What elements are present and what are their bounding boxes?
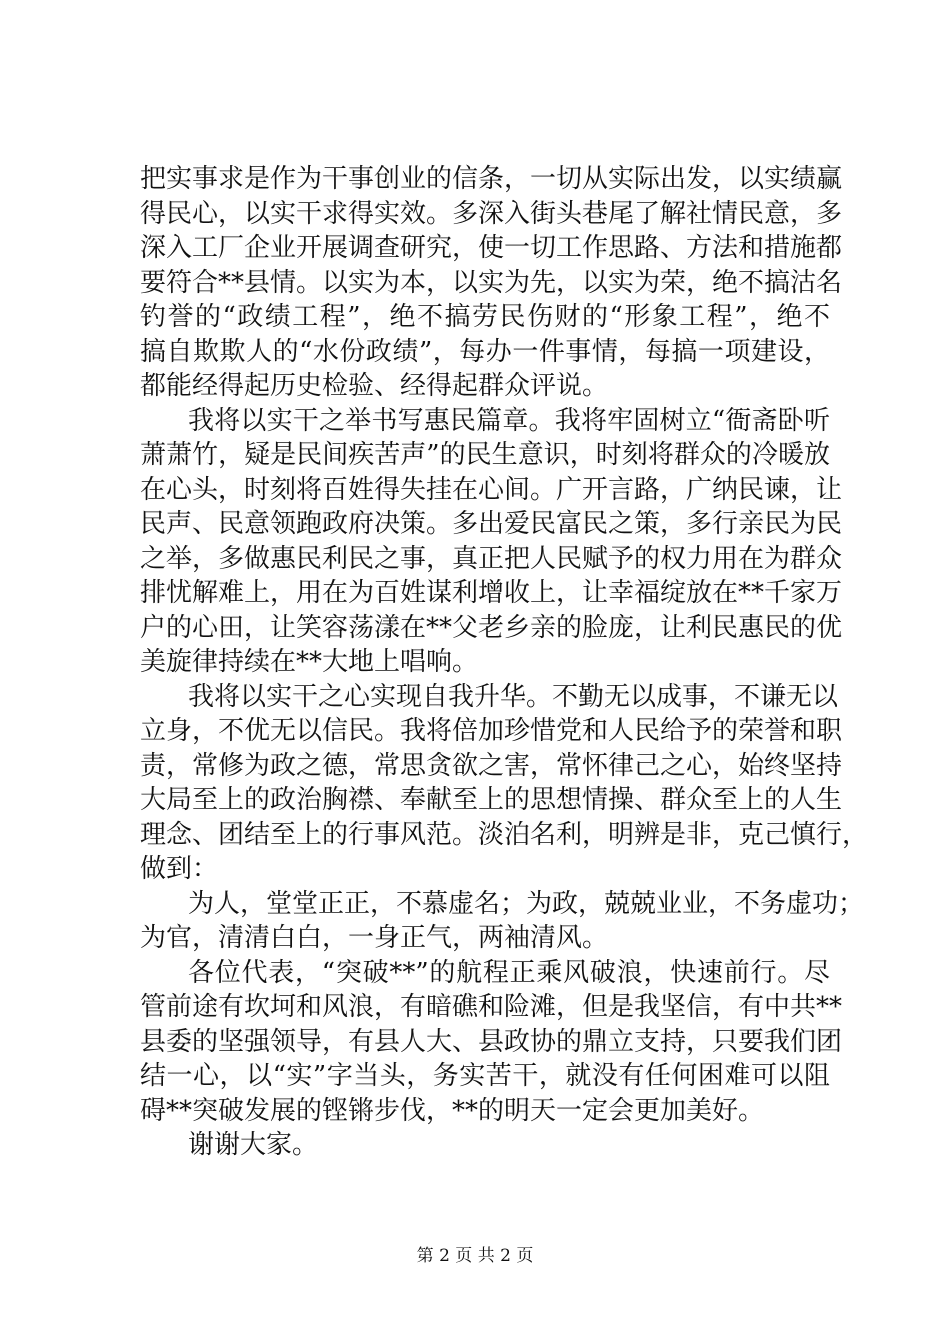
document-body [140,162,869,1163]
text-line: 要符合**县情。以实为本，以实为先，以实为荣，绝不搞沽名 [140,267,843,298]
text-line: 排忧解难上，用在为百姓谋利增收上，让幸福绽放在**千家万 [140,578,843,608]
text-line: 民声、民意领跑政府决策。多出爱民富民之策，多行亲民为民 [140,509,843,539]
text-line: 结一心，以“实”字当头，务实苦干，就没有任何困难可以阻 [140,1061,830,1091]
text-line: 县委的坚强领导，有县人大、县政协的鼎立支持，只要我们团 [140,1026,843,1057]
closing-line: 谢谢大家。 [188,1130,319,1160]
text-line: 户的心田，让笑容荡漾在**父老乡亲的脸庞，让利民惠民的优 [140,612,843,643]
page-number: 第 2 页 共 2 页 [416,1246,534,1266]
paragraph-start-line: 为人，堂堂正正，不慕虚名；为政，兢兢业业，不务虚功； [188,888,865,919]
text-line: 在心头，时刻将百姓得失挂在心间。广开言路，广纳民谏，让 [140,474,843,505]
text-line: 为官，清清白白，一身正气，两袖清风。 [140,923,609,953]
text-line: 深入工厂企业开展调查研究，使一切工作思路、方法和措施都 [140,233,843,263]
text-line: 大局至上的政治胸襟、奉献至上的思想情操、群众至上的人生 [140,785,843,815]
text-line: 美旋律持续在**大地上唱响。 [140,647,479,677]
text-line: 搞自欺欺人的“水份政绩”，每办一件事情，每搞一项建设， [140,336,830,367]
text-line: 把实事求是作为干事创业的信条，一切从实际出发，以实绩赢 [140,164,843,194]
paragraph-start-line: 我将以实干之举书写惠民篇章。我将牢固树立“衙斋卧听 [188,405,830,436]
text-line: 理念、团结至上的行事风范。淡泊名利，明辨是非，克己慎行， [140,819,869,850]
text-line: 立身，不优无以信民。我将倍加珍惜党和人民给予的荣誉和职 [140,716,843,746]
page-footer [0,1245,950,1267]
text-line: 都能经得起历史检验、经得起群众评说。 [140,371,609,401]
text-line: 责，常修为政之德，常思贪欲之害，常怀律己之心，始终坚持 [140,750,843,781]
text-line: 得民心，以实干求得实效。多深入街头巷尾了解社情民意，多 [140,198,843,229]
text-line: 做到： [140,854,219,884]
text-line: 钓誉的“政绩工程”，绝不搞劳民伤财的“形象工程”，绝不 [140,302,830,332]
paragraph-start-line: 各位代表，“突破**”的航程正乘风破浪，快速前行。尽 [188,957,830,988]
text-line: 管前途有坎坷和风浪，有暗礁和险滩，但是我坚信，有中共** [140,992,843,1022]
paragraph-start-line: 我将以实干之心实现自我升华。不勤无以成事，不谦无以 [188,681,839,712]
text-line: 碍**突破发展的铿锵步伐，**的明天一定会更加美好。 [140,1095,765,1126]
text-line: 之举，多做惠民利民之事，真正把人民赋予的权力用在为群众 [140,543,843,574]
text-line: 萧萧竹，疑是民间疾苦声”的民生意识，时刻将群众的冷暖放 [140,440,830,470]
